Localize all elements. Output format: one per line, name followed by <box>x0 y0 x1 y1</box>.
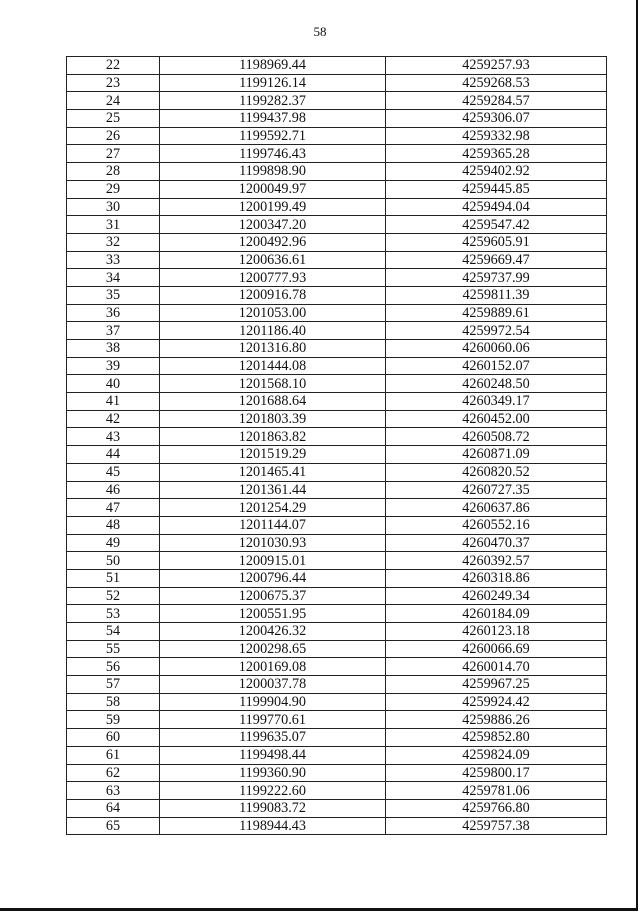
point-number-cell: 25 <box>67 110 160 128</box>
point-number-cell: 40 <box>67 375 160 393</box>
y-coordinate-cell: 4259306.07 <box>386 110 607 128</box>
x-coordinate-cell: 1200675.37 <box>160 587 386 605</box>
y-coordinate-cell: 4259268.53 <box>386 74 607 92</box>
y-coordinate-cell: 4260152.07 <box>386 357 607 375</box>
point-number-cell: 56 <box>67 658 160 676</box>
y-coordinate-cell: 4259494.04 <box>386 198 607 216</box>
x-coordinate-cell: 1200916.78 <box>160 286 386 304</box>
y-coordinate-cell: 4259781.06 <box>386 782 607 800</box>
point-number-cell: 55 <box>67 640 160 658</box>
table-row <box>67 410 607 428</box>
table-row <box>67 198 607 216</box>
x-coordinate-cell: 1201688.64 <box>160 393 386 411</box>
x-coordinate-cell: 1200915.01 <box>160 552 386 570</box>
y-coordinate-cell: 4259889.61 <box>386 304 607 322</box>
x-coordinate-cell: 1199746.43 <box>160 145 386 163</box>
y-coordinate-cell: 4259605.91 <box>386 233 607 251</box>
point-number-cell: 42 <box>67 410 160 428</box>
x-coordinate-cell: 1200426.32 <box>160 623 386 641</box>
point-number-cell: 32 <box>67 233 160 251</box>
point-number-cell: 61 <box>67 746 160 764</box>
x-coordinate-cell: 1198969.44 <box>160 57 386 75</box>
x-coordinate-cell: 1199222.60 <box>160 782 386 800</box>
table-row <box>67 110 607 128</box>
x-coordinate-cell: 1201568.10 <box>160 375 386 393</box>
table-row <box>67 375 607 393</box>
x-coordinate-cell: 1199083.72 <box>160 799 386 817</box>
x-coordinate-cell: 1201863.82 <box>160 428 386 446</box>
table-row <box>67 163 607 181</box>
table-row <box>67 92 607 110</box>
y-coordinate-cell: 4260060.06 <box>386 340 607 358</box>
y-coordinate-cell: 4260249.34 <box>386 587 607 605</box>
table-row <box>67 693 607 711</box>
table-row <box>67 74 607 92</box>
point-number-cell: 27 <box>67 145 160 163</box>
x-coordinate-cell: 1201316.80 <box>160 340 386 358</box>
x-coordinate-cell: 1199592.71 <box>160 127 386 145</box>
point-number-cell: 60 <box>67 729 160 747</box>
y-coordinate-cell: 4260184.09 <box>386 605 607 623</box>
table-row <box>67 499 607 517</box>
y-coordinate-cell: 4260470.37 <box>386 534 607 552</box>
table-row <box>67 782 607 800</box>
point-number-cell: 29 <box>67 180 160 198</box>
table-row <box>67 676 607 694</box>
x-coordinate-cell: 1199437.98 <box>160 110 386 128</box>
point-number-cell: 57 <box>67 676 160 694</box>
x-coordinate-cell: 1200169.08 <box>160 658 386 676</box>
point-number-cell: 43 <box>67 428 160 446</box>
table-row <box>67 127 607 145</box>
y-coordinate-cell: 4259547.42 <box>386 216 607 234</box>
y-coordinate-cell: 4259886.26 <box>386 711 607 729</box>
table-row <box>67 428 607 446</box>
point-number-cell: 23 <box>67 74 160 92</box>
point-number-cell: 52 <box>67 587 160 605</box>
y-coordinate-cell: 4259852.80 <box>386 729 607 747</box>
point-number-cell: 64 <box>67 799 160 817</box>
table-row <box>67 446 607 464</box>
y-coordinate-cell: 4259402.92 <box>386 163 607 181</box>
table-row <box>67 322 607 340</box>
x-coordinate-cell: 1199904.90 <box>160 693 386 711</box>
table-row <box>67 340 607 358</box>
point-number-cell: 33 <box>67 251 160 269</box>
x-coordinate-cell: 1200551.95 <box>160 605 386 623</box>
y-coordinate-cell: 4259800.17 <box>386 764 607 782</box>
point-number-cell: 45 <box>67 463 160 481</box>
y-coordinate-cell: 4260508.72 <box>386 428 607 446</box>
table-row <box>67 251 607 269</box>
table-row <box>67 746 607 764</box>
point-number-cell: 34 <box>67 269 160 287</box>
point-number-cell: 22 <box>67 57 160 75</box>
page-number: 58 <box>313 24 327 39</box>
x-coordinate-cell: 1200298.65 <box>160 640 386 658</box>
x-coordinate-cell: 1201465.41 <box>160 463 386 481</box>
y-coordinate-cell: 4259737.99 <box>386 269 607 287</box>
point-number-cell: 51 <box>67 569 160 587</box>
y-coordinate-cell: 4260014.70 <box>386 658 607 676</box>
table-row <box>67 817 607 835</box>
x-coordinate-cell: 1199498.44 <box>160 746 386 764</box>
x-coordinate-cell: 1201519.29 <box>160 446 386 464</box>
x-coordinate-cell: 1201803.39 <box>160 410 386 428</box>
table-row <box>67 180 607 198</box>
point-number-cell: 44 <box>67 446 160 464</box>
y-coordinate-cell: 4259766.80 <box>386 799 607 817</box>
y-coordinate-cell: 4259332.98 <box>386 127 607 145</box>
table-row <box>67 357 607 375</box>
x-coordinate-cell: 1201186.40 <box>160 322 386 340</box>
point-number-cell: 35 <box>67 286 160 304</box>
table-row <box>67 516 607 534</box>
table-row <box>67 393 607 411</box>
x-coordinate-cell: 1200049.97 <box>160 180 386 198</box>
y-coordinate-cell: 4259924.42 <box>386 693 607 711</box>
point-number-cell: 49 <box>67 534 160 552</box>
table-row <box>67 269 607 287</box>
point-number-cell: 31 <box>67 216 160 234</box>
table-row <box>67 233 607 251</box>
point-number-cell: 62 <box>67 764 160 782</box>
table-row <box>67 286 607 304</box>
x-coordinate-cell: 1200636.61 <box>160 251 386 269</box>
table-row <box>67 534 607 552</box>
point-number-cell: 38 <box>67 340 160 358</box>
table-row <box>67 304 607 322</box>
x-coordinate-cell: 1201144.07 <box>160 516 386 534</box>
y-coordinate-cell: 4260820.52 <box>386 463 607 481</box>
table-row <box>67 569 607 587</box>
y-coordinate-cell: 4260066.69 <box>386 640 607 658</box>
x-coordinate-cell: 1199282.37 <box>160 92 386 110</box>
x-coordinate-cell: 1201030.93 <box>160 534 386 552</box>
y-coordinate-cell: 4260248.50 <box>386 375 607 393</box>
y-coordinate-cell: 4259365.28 <box>386 145 607 163</box>
y-coordinate-cell: 4259757.38 <box>386 817 607 835</box>
x-coordinate-cell: 1200037.78 <box>160 676 386 694</box>
x-coordinate-cell: 1200796.44 <box>160 569 386 587</box>
table-row <box>67 799 607 817</box>
point-number-cell: 28 <box>67 163 160 181</box>
x-coordinate-cell: 1201053.00 <box>160 304 386 322</box>
y-coordinate-cell: 4259284.57 <box>386 92 607 110</box>
x-coordinate-cell: 1200492.96 <box>160 233 386 251</box>
table-row <box>67 216 607 234</box>
y-coordinate-cell: 4259257.93 <box>386 57 607 75</box>
table-row <box>67 711 607 729</box>
x-coordinate-cell: 1199770.61 <box>160 711 386 729</box>
coordinates-table-body <box>67 57 607 835</box>
table-row <box>67 145 607 163</box>
y-coordinate-cell: 4260637.86 <box>386 499 607 517</box>
point-number-cell: 50 <box>67 552 160 570</box>
x-coordinate-cell: 1199126.14 <box>160 74 386 92</box>
table-row <box>67 623 607 641</box>
y-coordinate-cell: 4259972.54 <box>386 322 607 340</box>
y-coordinate-cell: 4259811.39 <box>386 286 607 304</box>
x-coordinate-cell: 1199635.07 <box>160 729 386 747</box>
y-coordinate-cell: 4259967.25 <box>386 676 607 694</box>
x-coordinate-cell: 1199360.90 <box>160 764 386 782</box>
y-coordinate-cell: 4260123.18 <box>386 623 607 641</box>
point-number-cell: 47 <box>67 499 160 517</box>
y-coordinate-cell: 4260552.16 <box>386 516 607 534</box>
y-coordinate-cell: 4260392.57 <box>386 552 607 570</box>
point-number-cell: 30 <box>67 198 160 216</box>
y-coordinate-cell: 4260871.09 <box>386 446 607 464</box>
y-coordinate-cell: 4259824.09 <box>386 746 607 764</box>
table-row <box>67 57 607 75</box>
x-coordinate-cell: 1201444.08 <box>160 357 386 375</box>
table-row <box>67 658 607 676</box>
point-number-cell: 46 <box>67 481 160 499</box>
point-number-cell: 65 <box>67 817 160 835</box>
y-coordinate-cell: 4259669.47 <box>386 251 607 269</box>
coordinates-table <box>66 56 607 835</box>
point-number-cell: 53 <box>67 605 160 623</box>
x-coordinate-cell: 1201361.44 <box>160 481 386 499</box>
x-coordinate-cell: 1200347.20 <box>160 216 386 234</box>
point-number-cell: 63 <box>67 782 160 800</box>
y-coordinate-cell: 4260727.35 <box>386 481 607 499</box>
y-coordinate-cell: 4260349.17 <box>386 393 607 411</box>
table-row <box>67 605 607 623</box>
point-number-cell: 24 <box>67 92 160 110</box>
table-row <box>67 640 607 658</box>
point-number-cell: 36 <box>67 304 160 322</box>
point-number-cell: 58 <box>67 693 160 711</box>
table-row <box>67 729 607 747</box>
y-coordinate-cell: 4260452.00 <box>386 410 607 428</box>
table-row <box>67 481 607 499</box>
x-coordinate-cell: 1200777.93 <box>160 269 386 287</box>
point-number-cell: 37 <box>67 322 160 340</box>
y-coordinate-cell: 4259445.85 <box>386 180 607 198</box>
point-number-cell: 41 <box>67 393 160 411</box>
point-number-cell: 54 <box>67 623 160 641</box>
x-coordinate-cell: 1198944.43 <box>160 817 386 835</box>
point-number-cell: 59 <box>67 711 160 729</box>
y-coordinate-cell: 4260318.86 <box>386 569 607 587</box>
table-row <box>67 552 607 570</box>
x-coordinate-cell: 1201254.29 <box>160 499 386 517</box>
point-number-cell: 48 <box>67 516 160 534</box>
point-number-cell: 39 <box>67 357 160 375</box>
table-row <box>67 764 607 782</box>
point-number-cell: 26 <box>67 127 160 145</box>
table-row <box>67 587 607 605</box>
table-row <box>67 463 607 481</box>
x-coordinate-cell: 1199898.90 <box>160 163 386 181</box>
x-coordinate-cell: 1200199.49 <box>160 198 386 216</box>
